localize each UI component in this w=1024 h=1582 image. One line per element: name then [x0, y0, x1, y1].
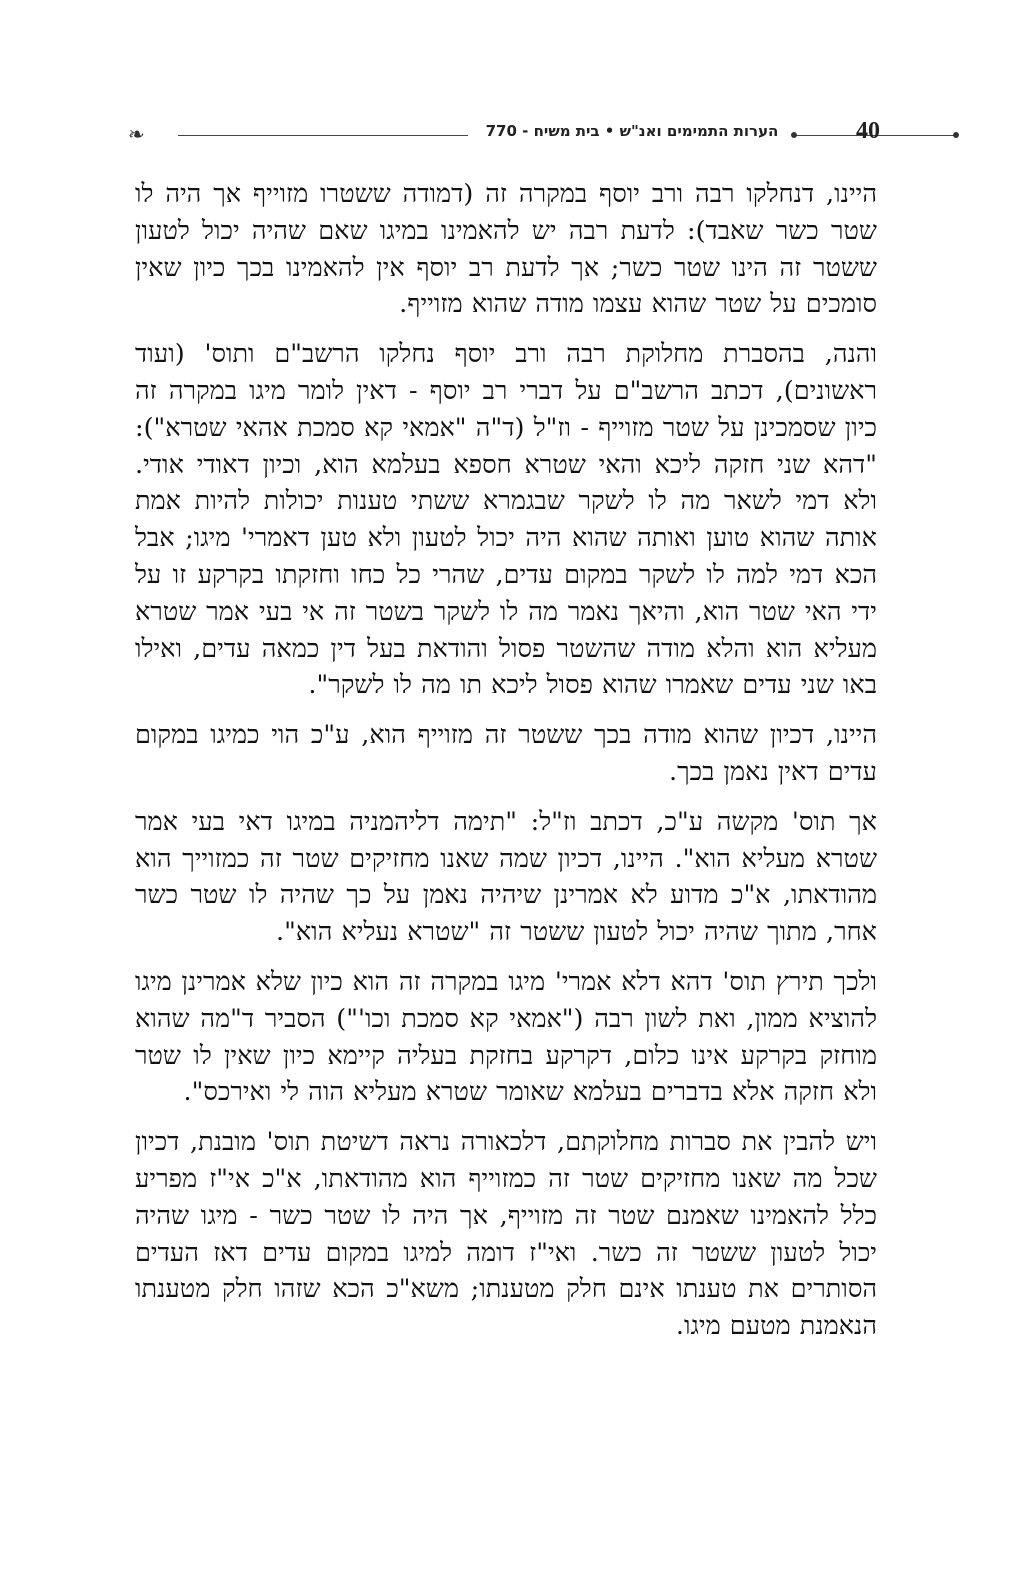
paragraph-2: והנה, בהסברת מחלוקת רבה ורב יוסף נחלקו הרשב"ם ותוס' (ועוד ראשונים), דכתב הרשב"ם על דברי רב יוסף - דאין לומר מיגו במקרה זה כיון שסמכינן על שטר מזוייף - וז"ל (ד"ה "אמאי קא סמכת אהאי שטרא"): "דהא שני חזקה ליכא והאי שטרא חספא בעלמא הוא, וכיון דאודי אודי. ולא דמי לשאר מה לו לשקר שבגמרא ששתי טענות יכולות להיות אמת אותה שהוא טוען ואותה שהוא היה יכול לטעון ולא טען דאמרי' מיגו; אבל הכא דמי למה לו לשקר במקום עדים, שהרי כל כחו וחזקתו בקרקע זו על ידי האי שטר הוא, והיאך נאמר מה לו לשקר בשטר זה אי בעי אמר שטרא מעליא הוא והלא מודה שהשטר פסול והודאת בעל דין כמאה עדים, ואילו באו שני עדים שאמרו שהוא פסול ליכא תו מה לו לשקר". [135, 339, 877, 701]
running-header-title: הערות התמימים ואנ"ש • בית משיח - 770 [485, 122, 779, 140]
paragraph-6: ויש להבין את סברות מחלוקתם, דלכאורה נראה דשיטת תוס' מובנת, דכיון שכל מה שאנו מחזיקים שטר זה כמזוייף הוא מהודאתו, א"כ אי"ז מפריע כלל להאמינו שאמנם שטר זה מזוייף, אך היה לו שטר כשר - מיגו שהיה יכול לטעון ששטר זה כשר. ואי"ז דומה למיגו במקום עדים דאז העדים הסותרים את טענתו אינם חלק מטענתו; משא"כ הכא שזהו חלק מטענתו הנאמנת מטעם מיגו. [135, 1127, 877, 1342]
body-text [135, 176, 877, 1358]
fleuron-ornament-icon: ❧ [128, 122, 143, 146]
paragraph-1: היינו, דנחלקו רבה ורב יוסף במקרה זה (דמודה ששטרו מזוייף אך היה לו שטר כשר שאבד): לדעת רבה יש להאמינו במיגו שאם שהיה יכול לטעון ששטר זה הינו שטר כשר; אך לדעת רב יוסף אין להאמינו בכך כיון שאין סומכים על שטר שהוא עצמו מודה שהוא מזוייף. [135, 179, 877, 320]
header-rule-left [178, 135, 468, 136]
page-number: 40 [856, 118, 880, 144]
running-header [128, 112, 880, 156]
paragraph-5: ולכך תירץ תוס' דהא דלא אמרי' מיגו במקרה זה הוא כיון שלא אמרינן מיגו להוציא ממון, ואת לשון רבה ("אמאי קא סמכת וכו'") הסביר ד"מה שהוא מוחזק בקרקע אינו כלום, דקרקע בחזקת בעליה קיימא כיון שאין לו שטר ולא חזקה אלא בדברים בעלמא שאומר שטרא מעליא הוה לי ואירכס". [135, 966, 877, 1108]
paragraph-3: היינו, דכיון שהוא מודה בכך ששטר זה מזוייף הוא, ע"כ הוי כמיגו במקום עדים דאין נאמן בכך. [135, 720, 877, 787]
paragraph-4: אך תוס' מקשה ע"כ, דכתב וז"ל: "תימה דליהמניה במיגו דאי בעי אמר שטרא מעליא הוא". היינו, דכיון שמה שאנו מחזיקים שטר זה כמזוייך הוא מהודאתו, א"כ מדוע לא אמרינן שיהיה נאמן על כך שהיה לו שטר כשר אחר, מתוך שהיה יכול לטעון ששטר זה "שטרא נעליא הוא". [135, 806, 877, 948]
